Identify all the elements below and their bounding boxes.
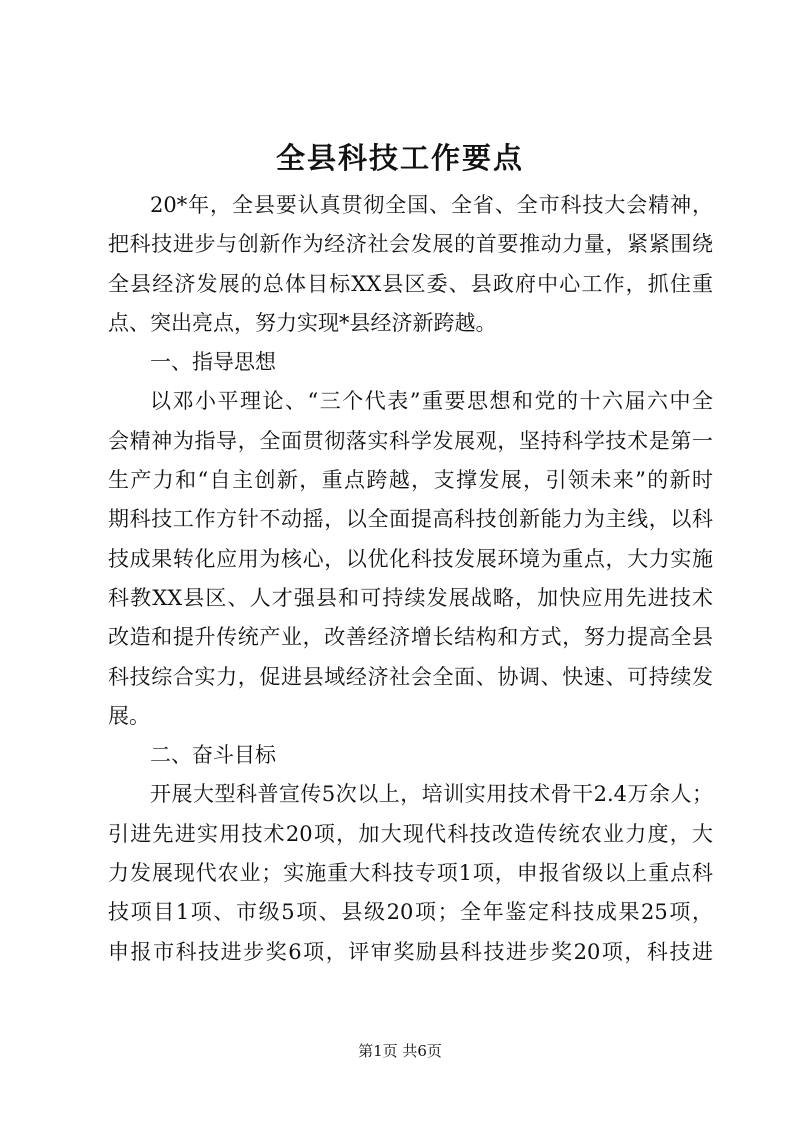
- paragraph-3-line-5: 申报市科技进步奖6项，评审奖励县科技进步奖20项，科技进: [108, 939, 713, 964]
- document-body: [108, 186, 713, 972]
- paragraph-3-line-4: 技项目1项、市级5项、县级20项；全年鉴定科技成果25项，: [108, 900, 713, 925]
- paragraph-2-line-4: 期科技工作方针不动摇，以全面提高科技创新能力为主线，以科: [108, 507, 713, 532]
- section-heading-goals: 二、奋斗目标: [150, 743, 276, 768]
- paragraph-2-line-5: 技成果转化应用为核心，以优化科技发展环境为重点，大力实施: [108, 546, 713, 571]
- paragraph-1-line-2: 把科技进步与创新作为经济社会发展的首要推动力量，紧紧围绕: [108, 232, 713, 257]
- paragraph-1-line-1: 20*年，全县要认真贯彻全国、全省、全市科技大会精神，: [150, 193, 713, 217]
- page-number-footer: 第1页 共6页: [358, 1042, 442, 1060]
- page-title: 全县科技工作要点: [275, 141, 524, 175]
- paragraph-3-line-3: 力发展现代农业；实施重大科技专项1项，申报省级以上重点科: [108, 861, 713, 886]
- paragraph-1-line-3: 全县经济发展的总体目标XX县区委、县政府中心工作，抓住重: [108, 271, 713, 296]
- paragraph-2-line-2: 会精神为指导，全面贯彻落实科学发展观，坚持科学技术是第一: [108, 428, 713, 453]
- paragraph-2-line-9: 展。: [108, 703, 150, 728]
- paragraph-2-line-6: 科教XX县区、人才强县和可持续发展战略，加快应用先进技术: [108, 585, 713, 610]
- section-heading-guiding-thought: 一、指导思想: [150, 350, 276, 375]
- paragraph-3-line-2: 引进先进实用技术20项，加大现代科技改造传统农业力度，大: [108, 821, 713, 846]
- paragraph-2-line-7: 改造和提升传统产业，改善经济增长结构和方式，努力提高全县: [108, 625, 713, 650]
- paragraph-2-line-1: 以邓小平理论、“三个代表”重要思想和党的十六届六中全: [150, 389, 713, 414]
- paragraph-1-line-4: 点、突出亮点，努力实现*县经济新跨越。: [108, 310, 497, 335]
- paragraph-3-line-1: 开展大型科普宣传5次以上，培训实用技术骨干2.4万余人；: [150, 782, 713, 807]
- paragraph-2-line-8: 科技综合实力，促进县域经济社会全面、协调、快速、可持续发: [108, 664, 713, 689]
- paragraph-2-line-3: 生产力和“自主创新，重点跨越，支撑发展，引领未来”的新时: [108, 468, 713, 493]
